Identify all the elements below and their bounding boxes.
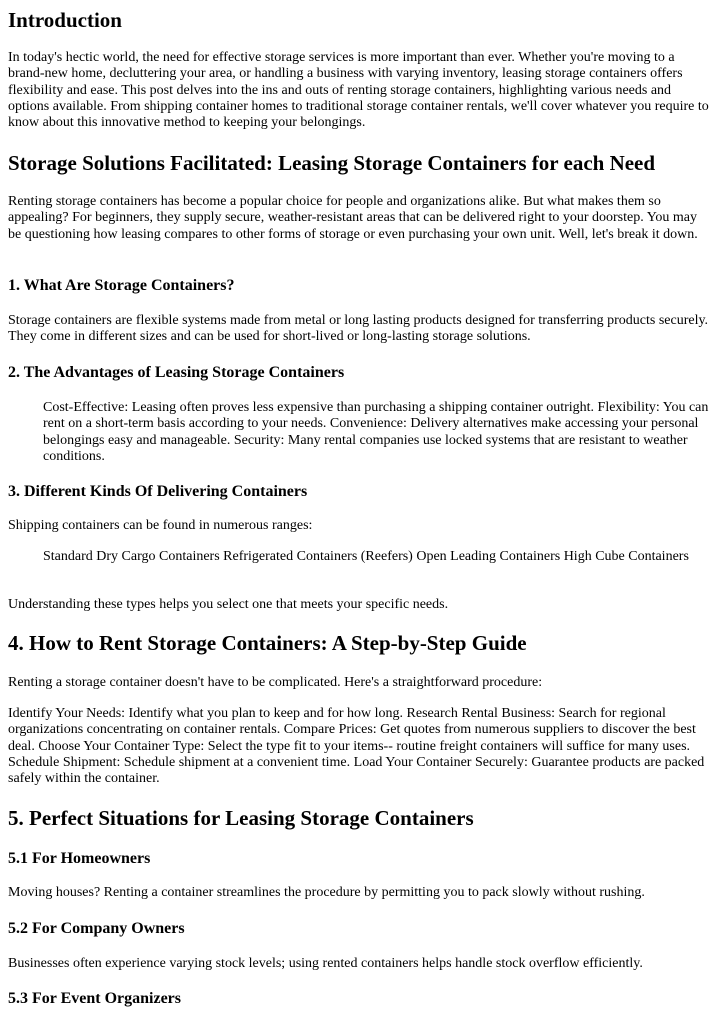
advantages-heading: 2. The Advantages of Leasing Storage Containers xyxy=(8,364,345,381)
company-owners-heading: 5.2 For Company Owners xyxy=(8,920,185,937)
kinds-outro: Understanding these types helps you select one that meets your specific needs. xyxy=(8,597,449,612)
company-owners-paragraph: Businesses often experience varying stock levels; using rented containers helps handle stock overflow efficiently. xyxy=(8,956,643,971)
solutions-paragraph: Renting storage containers has become a popular choice for people and organizations alike. But what makes them so appealing? For beginners, they supply secure, weather-resistant areas that can be delivered right to your doorstep. You may be questioning how leasing compares to other forms of storage or even purchasing your own unit. Well, let's break it down. xyxy=(8,194,698,242)
what-paragraph: Storage containers are flexible systems made from metal or long lasting products designed for transferring products securely. They come in different sizes and can be used for short-lived or long-lasting storage solutions. xyxy=(8,313,709,345)
homeowners-heading: 5.1 For Homeowners xyxy=(8,850,151,867)
howto-intro: Renting a storage container doesn't have to be complicated. Here's a straightforward procedure: xyxy=(8,675,543,690)
advantages-list: Cost-Effective: Leasing often proves less expensive than purchasing a shipping container outright. Flexibility: You can rent on a short-term basis according to your needs. Convenience: Delivery alternatives make accessing your personal belongings easy and manageable. Security: Many rental companies use locked systems that are resistant to weather conditions. xyxy=(43,400,709,464)
kinds-intro: Shipping containers can be found in numerous ranges: xyxy=(8,518,313,533)
howto-steps: Identify Your Needs: Identify what you plan to keep and for how long. Research Rental Business: Search for regional organizations concentrating on container rentals. Compare Prices: Get quotes from numerous suppliers to discover the best deal. Choose Your Container Type: Select the type fit to your items-- routine freight containers will suffice for many uses. Schedule Shipment: Schedule shipment at a convenient time. Load Your Container Securely: Guarantee products are packed safely within the container. xyxy=(8,706,705,787)
intro-heading: Introduction xyxy=(8,8,122,32)
homeowners-paragraph: Moving houses? Renting a container streamlines the procedure by permitting you to pack slowly without rushing. xyxy=(8,885,645,900)
kinds-list: Standard Dry Cargo Containers Refrigerated Containers (Reefers) Open Leading Containers High Cube Containers xyxy=(43,549,689,564)
kinds-heading: 3. Different Kinds Of Delivering Containers xyxy=(8,483,308,500)
howto-heading: 4. How to Rent Storage Containers: A Step-by-Step Guide xyxy=(8,631,527,655)
situations-heading: 5. Perfect Situations for Leasing Storage Containers xyxy=(8,806,474,830)
intro-paragraph: In today's hectic world, the need for effective storage services is more important than ever. Whether you're moving to a brand-new home, decluttering your area, or handling a business with varying inventory, leasing storage containers offers flexibility and ease. This post delves into the ins and outs of renting storage containers, highlighting various needs and options available. From shipping container homes to traditional storage container rentals, we'll cover whatever you require to know about this innovative method to keeping your belongings. xyxy=(8,50,709,131)
solutions-heading: Storage Solutions Facilitated: Leasing Storage Containers for each Need xyxy=(8,151,656,175)
what-heading: 1. What Are Storage Containers? xyxy=(8,277,235,294)
event-organizers-heading: 5.3 For Event Organizers xyxy=(8,990,182,1007)
